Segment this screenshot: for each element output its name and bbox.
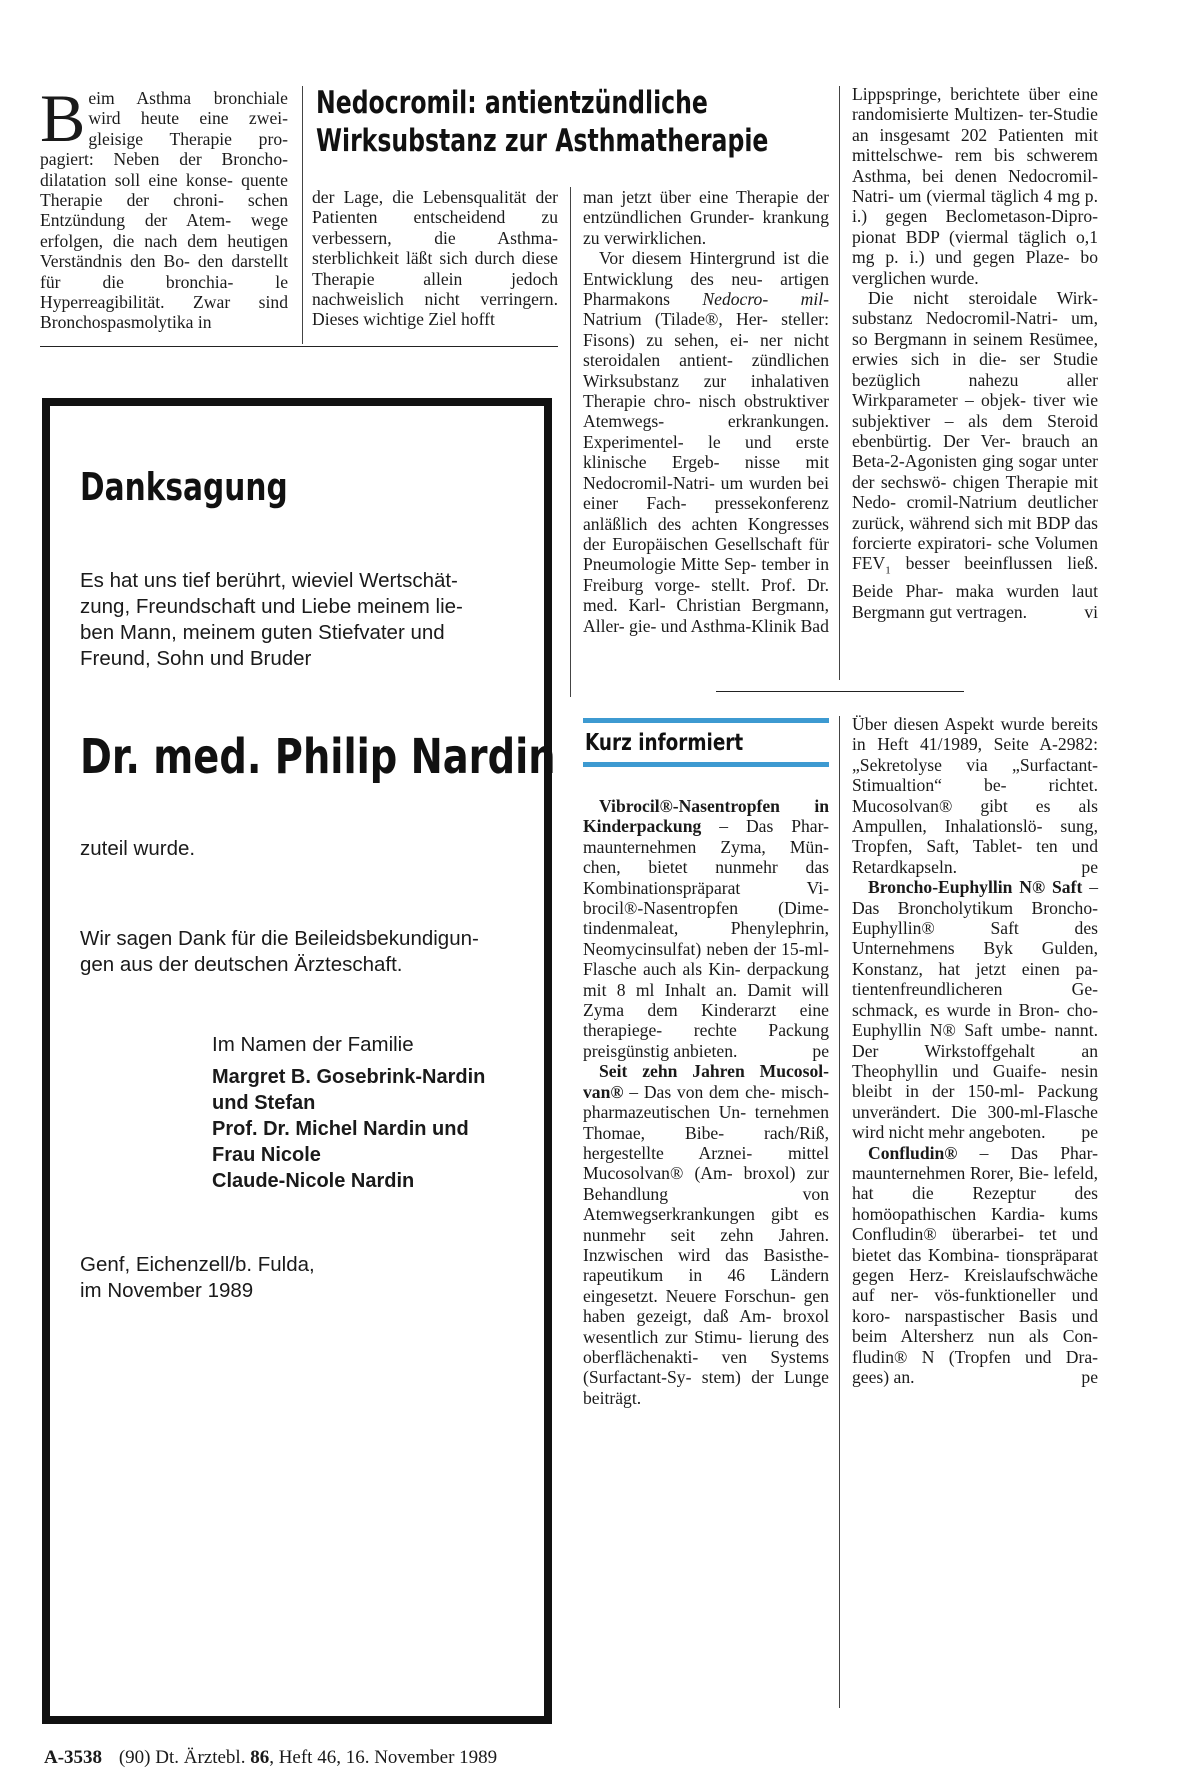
notice-zuteil: zuteil wurde. — [80, 837, 196, 860]
article-col-1-text: eim Asthma bronchiale wird heute eine zwei- gleisige Therapie pro- pagiert: Neben der Broncho- dilatation soll eine konse- quente Therapie der chroni- schen Entzündung der Atem- wege erfolgen, die nach dem heutigen Verständnis den Bo- den darstellt für die bronchia- le Hyperreagibilität. Zwar sind Bronchospasmolytika in — [40, 88, 288, 333]
italic-run: Nedocro- mil — [702, 289, 824, 310]
headline-line-1: Nedocromil: antientzündliche — [316, 85, 708, 121]
item-text: – Das Broncholytikum Broncho-Euphyllin® Saft des Unternehmens Byk Gulden, Konstanz, hat jetzt einen pa- tientenfreundlicheren Ge- schmack, es wurde in Bron- cho-Euphyllin N® Saft umbe- nannt. Der Wirkstoffgehalt an Theophyllin und Guaife- nesin bleibt in der 150-ml- Packung unverändert. Die 300-ml-Flasche wird nicht mehr angeboten. — [852, 877, 1098, 1143]
kurz-item-broncho — [852, 877, 1098, 1142]
text-run: Die nicht steroidale Wirk- substanz Nedocromil-Natri- um, so Bergmann in seinem Resümee, erwies sich in die- ser Studie bezüglich nahezu aller Wirkparameter – objek- tiver wie subjektiver – als dem Steroid ebenbürtig. Der Ver- brauch an Beta-2-Agonisten ging sogar unter der sechswö- chigen Therapie mit Nedo- cromil-Natrium deutlicher zurück, während sich mit BDP das forcierte expiratori- sche Volumen FEV — [852, 288, 1098, 574]
article-headline — [316, 84, 911, 160]
text-line: Prof. Dr. Michel Nardin und — [212, 1118, 469, 1140]
text-run: -Natrium (Tilade®, Her- steller: Fisons) zu sehen, ei- ner nicht steroidalen antient- zündlichen Wirksubstanz zur inhalativen Therapie chro- nisch obstruktiver Atemwegs- erkrankungen. Experimentel- le und erste klinische Ergeb- nisse mit Nedocromil-Natri- um wurden bei einer Fach- pressekonferenz anläßlich des achten Kongresses der Europäischen Gesellschaft für Pneumologie Mitte Sep- tember in Freiburg vorge- stellt. Prof. Dr. med. Karl- Christian Bergmann, Aller- gie- und Asthma-Klinik Bad — [583, 289, 829, 636]
text-line: Margret B. Gosebrink-Nardin — [212, 1066, 486, 1088]
text-line: Genf, Eichenzell/b. Fulda, — [80, 1253, 315, 1276]
author-initials: pe — [1081, 1122, 1098, 1143]
kurz-bar-top — [583, 718, 829, 723]
article-col-4-p2 — [852, 288, 1098, 622]
notice-title: Danksagung — [80, 465, 288, 509]
deceased-name: Dr. med. Philip Nardin — [80, 729, 556, 785]
subscript: 1 — [885, 564, 891, 577]
family-intro: Im Namen der Familie — [212, 1033, 414, 1056]
article-col-4 — [852, 84, 1098, 622]
dropcap: B — [40, 80, 86, 156]
text-line: gen aus der deutschen Ärzteschaft. — [80, 953, 403, 976]
text-line: Frau Nicole — [212, 1144, 321, 1166]
text-line: im November 1989 — [80, 1279, 254, 1302]
headline-line-2: Wirksubstanz zur Asthmatherapie — [316, 123, 769, 159]
article-col-3-p2 — [583, 248, 829, 636]
text-line: zung, Freundschaft und Liebe meinem lie- — [80, 595, 463, 618]
article-col-2 — [312, 187, 558, 330]
kurz-bar-bottom — [583, 762, 829, 767]
section-rule — [716, 691, 964, 692]
kurz-item-mucosolvan-cont — [852, 714, 1098, 877]
footer-volume: 86 — [250, 1747, 270, 1768]
kurz-item-confludin — [852, 1143, 1098, 1388]
item-text: – Das Phar- maunternehmen Rorer, Bie- lefeld, hat die Rezeptur des homöopathischen Kardia- kums Confludin® überarbei- tet und bietet das Kombina- tionspräparat gegen Herz- Kreislaufschwäche auf ner- vös-funktioneller und koro- narspastischer Basis und beim Altersherz nun als Con- fludin® N (Tropfen und Dra- gees) an. — [852, 1142, 1098, 1387]
footer-issue: , Heft 46, 16. November 1989 — [269, 1747, 498, 1768]
column-rule — [839, 86, 840, 680]
article-col-4-p1: Lippspringe, berichtete über eine randomisierte Multizen- ter-Studie an insgesamt 202 Patienten mit mittelschwe- rem bis schwerem Asthma, bei denen Nedocromil-Natri- um (viermal täglich 4 mg p. i.) gegen Beclometason-Dipro- pionat BDP (viermal täglich o,1 mg p. i.) und gegen Plaze- bo verglichen wurde. — [852, 84, 1098, 288]
article-col-3-p1: man jetzt über eine Therapie der entzündlichen Grunder- krankung zu verwirklichen. — [583, 187, 829, 248]
kurz-col-2 — [852, 714, 1098, 1387]
text-line: ben Mann, meinem guten Stiefvater und — [80, 621, 445, 644]
section-rule — [40, 346, 558, 347]
text-line: Wir sagen Dank für die Beileidsbekundigun- — [80, 927, 479, 950]
column-rule — [302, 86, 303, 344]
item-text: – Das Phar- maunternehmen Zyma, Mün- chen, bietet nunmehr das Kombinationspräparat Vi- brocil®-Nasentropfen (Dime- tindenmaleat, Phenylephrin, Neomycinsulfat) neben der 15-ml-Flasche auch als Kin- derpackung mit 8 ml Inhalt an. Damit will Zyma dem Kinderarzt eine therapiege- rechte Packung preisgünstig anbieten. — [583, 816, 829, 1061]
column-rule — [839, 716, 840, 1708]
author-initials: pe — [812, 1040, 829, 1061]
page-footer — [44, 1746, 497, 1770]
kurz-heading: Kurz informiert — [585, 730, 744, 756]
author-initials: pe — [1081, 856, 1098, 877]
item-title: Broncho-Euphyllin N® Saft — [868, 877, 1083, 898]
text-line: und Stefan — [212, 1092, 316, 1114]
article-col-2-text: der Lage, die Lebensqualität der Patienten entscheidend zu verbessern, die Asthma- sterblichkeit läßt sich durch diese Therapie allein jedoch nachweislich nicht verringern. Dieses wichtige Ziel hofft — [312, 187, 558, 330]
text-line: Es hat uns tief berührt, wieviel Wertschät- — [80, 569, 458, 592]
column-rule — [570, 187, 571, 697]
author-initials: pe — [1081, 1367, 1098, 1387]
kurz-col-1 — [583, 796, 829, 1408]
item-text: – Das von dem che- misch-pharmazeutischen Un- ternehmen Thomae, Bibe- rach/Riß, hergestellte Arznei- mittel Mucosolvan® (Am- broxol) zur Behandlung von Atemwegserkrankungen gibt es nunmehr seit zehn Jahren. Inzwischen wird das Basisthe- rapeutikum in 46 Ländern eingesetzt. Neuere Forschun- gen haben gezeigt, daß Am- broxol wesentlich zur Stimu- lierung des oberflächenakti- ven Systems (Surfactant-Sy- stem) der Lunge beiträgt. — [583, 1081, 829, 1408]
article-col-1 — [40, 80, 288, 343]
text-line: Claude-Nicole Nardin — [212, 1170, 415, 1192]
text-run: Vor diesem Hintergrund ist die Entwicklung des neu- artigen Pharmakons — [583, 248, 829, 310]
text-line: Freund, Sohn und Bruder — [80, 647, 312, 670]
article-col-3 — [583, 187, 829, 636]
item-text: Über diesen Aspekt wurde bereits in Heft 41/1989, Seite A-2982: „Sekretolyse via „Surfactant-Stimualtion“ be- richtet. Mucosolvan® gibt es als Ampullen, Inhalationslö- sung, Tropfen, Saft, Tablet- ten und Retardkapseln. — [852, 714, 1098, 877]
page-number: A-3538 — [44, 1747, 103, 1768]
kurz-item-mucosolvan — [583, 1061, 829, 1408]
item-title: Seit zehn Jahren Mucosol- van® — [583, 1061, 829, 1102]
item-title: Vibrocil®-Nasentropfen in Kinderpackung — [583, 796, 829, 837]
footer-journal: (90) Dt. Ärztebl. — [118, 1747, 251, 1768]
text-run: besser beeinflussen ließ. Beide Phar- maka wurden laut Bergmann gut vertragen. — [852, 553, 1098, 622]
item-title: Confludin® — [868, 1142, 958, 1163]
author-initials: vi — [1084, 601, 1098, 622]
kurz-item-vibrocil — [583, 796, 829, 1061]
